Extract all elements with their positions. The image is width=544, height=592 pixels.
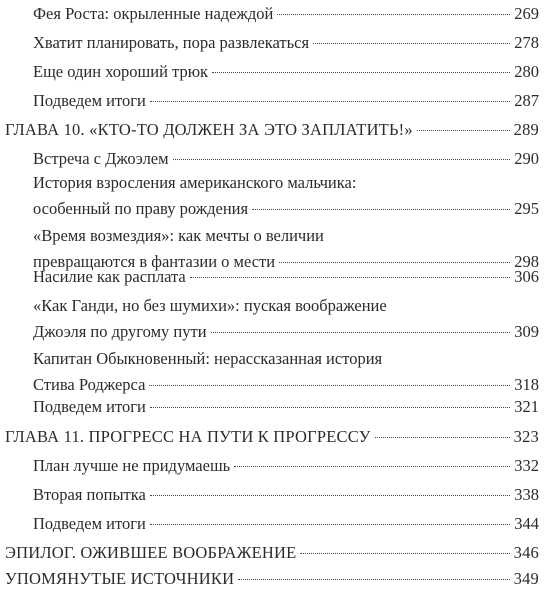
toc-entry-page: 344: [514, 514, 539, 533]
toc-entry-title-line2: Стива Роджерса: [33, 375, 146, 394]
chapter-title: ГЛАВА 10. «КТО-ТО ДОЛЖЕН ЗА ЭТО ЗАПЛАТИТЬ!»: [5, 120, 413, 139]
dot-leader: [212, 72, 510, 73]
dot-leader: [375, 437, 510, 438]
dot-leader: [150, 101, 510, 102]
dot-leader: [190, 277, 511, 278]
toc-entry-page: 298: [514, 252, 539, 271]
toc-entry: [33, 394, 539, 420]
toc-entry: [33, 346, 539, 398]
toc-entry-title: Подведем итоги: [33, 397, 146, 416]
toc-entry-page: 306: [514, 267, 539, 286]
toc-entry-title: Встреча с Джоэлем: [33, 149, 169, 168]
dot-leader: [150, 524, 510, 525]
toc-entry-page: 278: [514, 33, 539, 52]
toc-entry-page: 318: [514, 375, 539, 394]
dot-leader: [313, 43, 510, 44]
toc-references: [5, 566, 539, 592]
toc-entry: [33, 482, 539, 508]
chapter-page: 323: [513, 427, 539, 446]
toc-entry-title: Подведем итоги: [33, 91, 146, 110]
toc-entry-page: 269: [514, 4, 539, 23]
toc-entry-page: 290: [514, 149, 539, 168]
toc-entry: [33, 30, 539, 56]
toc-entry-title: План лучше не придумаешь: [33, 456, 231, 475]
toc-entry-title-line2: особенный по праву рождения: [33, 199, 249, 218]
toc-entry: [33, 293, 539, 345]
toc-entry-title: Насилие как расплата: [33, 267, 186, 286]
toc-entry: [33, 264, 539, 290]
toc-entry: [33, 1, 539, 27]
epilogue-page: 346: [513, 543, 539, 562]
chapter-title: ГЛАВА 11. ПРОГРЕСС НА ПУТИ К ПРОГРЕССУ: [5, 427, 371, 446]
toc-entry-page: 332: [514, 456, 539, 475]
toc-entry-title: Вторая попытка: [33, 485, 146, 504]
toc-entry: [33, 511, 539, 537]
toc-entry-page: 338: [514, 485, 539, 504]
toc-entry-title-line2: превращаются в фантазии о мести: [33, 252, 276, 271]
toc-entry-page: 321: [514, 397, 539, 416]
toc-entry-title: Подведем итоги: [33, 514, 146, 533]
toc-entry: [33, 88, 539, 114]
epilogue-title: ЭПИЛОГ. ОЖИВШЕЕ ВООБРАЖЕНИЕ: [5, 543, 297, 562]
toc-chapter: [5, 117, 539, 143]
toc-entry-page: 287: [514, 91, 539, 110]
dot-leader: [279, 262, 510, 263]
toc-entry-title: Еще один хороший трюк: [33, 62, 209, 81]
toc-entry: [33, 453, 539, 479]
dot-leader: [417, 130, 510, 131]
toc-entry-title-line1: «Как Ганди, но без шумихи»: пуская воображение: [33, 296, 387, 315]
toc-entry-title-line1: «Время возмездия»: как мечты о величии: [33, 226, 324, 245]
toc-entry-title: Хватит планировать, пора развлекаться: [33, 33, 310, 52]
dot-leader: [211, 332, 511, 333]
references-title: УПОМЯНУТЫЕ ИСТОЧНИКИ: [5, 569, 235, 588]
toc-entry-title-line1: Капитан Обыкновенный: нерассказанная история: [33, 349, 383, 368]
toc-entry-title: Фея Роста: окрыленные надеждой: [33, 4, 274, 23]
toc-chapter: [5, 424, 539, 450]
toc-entry: [33, 146, 539, 172]
toc-entry-title-line1: История взросления американского мальчика:: [33, 173, 357, 192]
dot-leader: [252, 209, 510, 210]
toc-entry: [33, 170, 539, 222]
dot-leader: [150, 495, 510, 496]
dot-leader: [234, 466, 510, 467]
dot-leader: [300, 553, 509, 554]
toc-entry: [33, 59, 539, 85]
toc-entry-page: 280: [514, 62, 539, 81]
chapter-page: 289: [513, 120, 539, 139]
toc-entry-page: 295: [514, 199, 539, 218]
dot-leader: [150, 407, 510, 408]
dot-leader: [149, 385, 510, 386]
dot-leader: [277, 14, 510, 15]
toc-epilogue: [5, 540, 539, 566]
references-page: 349: [513, 569, 539, 588]
dot-leader: [238, 579, 509, 580]
toc-entry-page: 309: [514, 322, 539, 341]
dot-leader: [173, 159, 511, 160]
toc-entry-title-line2: Джоэля по другому пути: [33, 322, 207, 341]
